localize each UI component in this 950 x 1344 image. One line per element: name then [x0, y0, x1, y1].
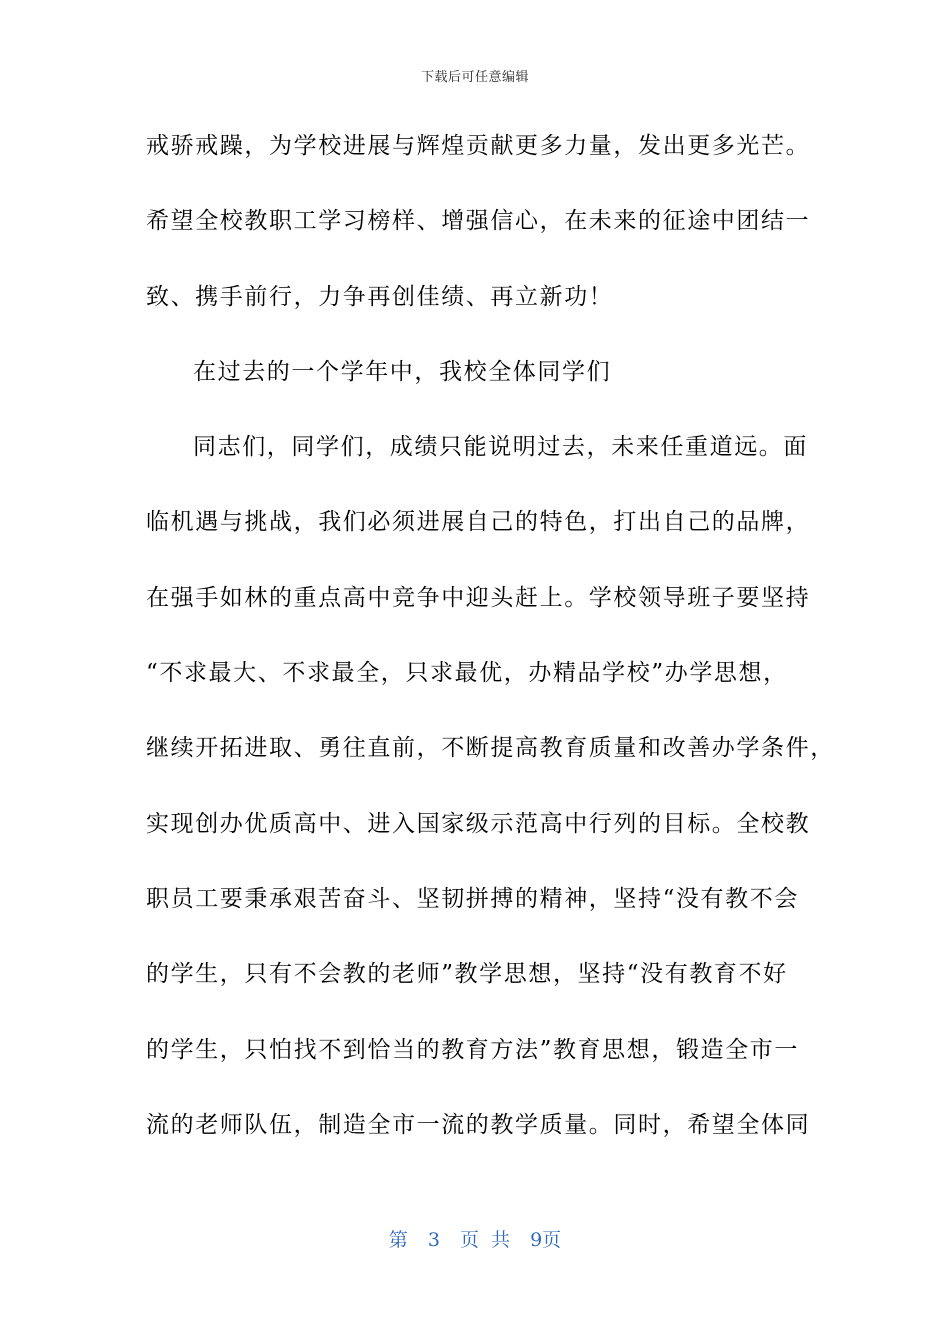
- body-line-14: 流的老师队伍，制造全市一流的教学质量。同时，希望全体同: [146, 1111, 811, 1138]
- body-line-10: 实现创办优质高中、进入国家级示范高中行列的目标。全校教: [146, 810, 811, 837]
- body-line-9: 继续开拓进取、勇往直前，不断提高教育质量和改善办学条件，: [146, 735, 835, 762]
- footer-middle: 页 共: [460, 1229, 511, 1251]
- body-line-8: “不求最大、不求最全，只求最优，办精品学校”办学思想，: [146, 660, 788, 687]
- footer-total-pages: 9页: [530, 1229, 562, 1251]
- page-header: 下载后可任意编辑: [420, 70, 529, 85]
- footer-current-page: 3: [427, 1229, 440, 1251]
- document-body: [146, 120, 835, 1174]
- body-line-11: 职员工要秉承艰苦奋斗、坚韧拼搏的精神，坚持“没有教不会: [146, 885, 799, 912]
- body-line-13: 的学生，只怕找不到恰当的教育方法”教育思想，锻造全市一: [146, 1036, 799, 1063]
- page-number-footer: [0, 1225, 950, 1252]
- body-line-3: 致、携手前行，力争再创佳绩、再立新功！: [146, 283, 614, 310]
- body-line-2: 希望全校教职工学习榜样、增强信心，在未来的征途中团结一: [146, 208, 811, 235]
- footer-prefix: 第: [388, 1229, 408, 1251]
- body-line-7: 在强手如林的重点高中竞争中迎头赶上。学校领导班子要坚持: [146, 584, 811, 611]
- body-line-4: 在过去的一个学年中，我校全体同学们: [193, 358, 612, 385]
- body-line-6: 临机遇与挑战，我们必须进展自己的特色，打出自己的品牌，: [146, 509, 811, 536]
- body-line-1: 戒骄戒躁，为学校进展与辉煌贡献更多力量，发出更多光芒。: [146, 133, 811, 159]
- body-line-5: 同志们，同学们，成绩只能说明过去，未来任重道远。面: [193, 434, 808, 461]
- body-line-12: 的学生，只有不会教的老师”教学思想，坚持“没有教育不好: [146, 961, 788, 988]
